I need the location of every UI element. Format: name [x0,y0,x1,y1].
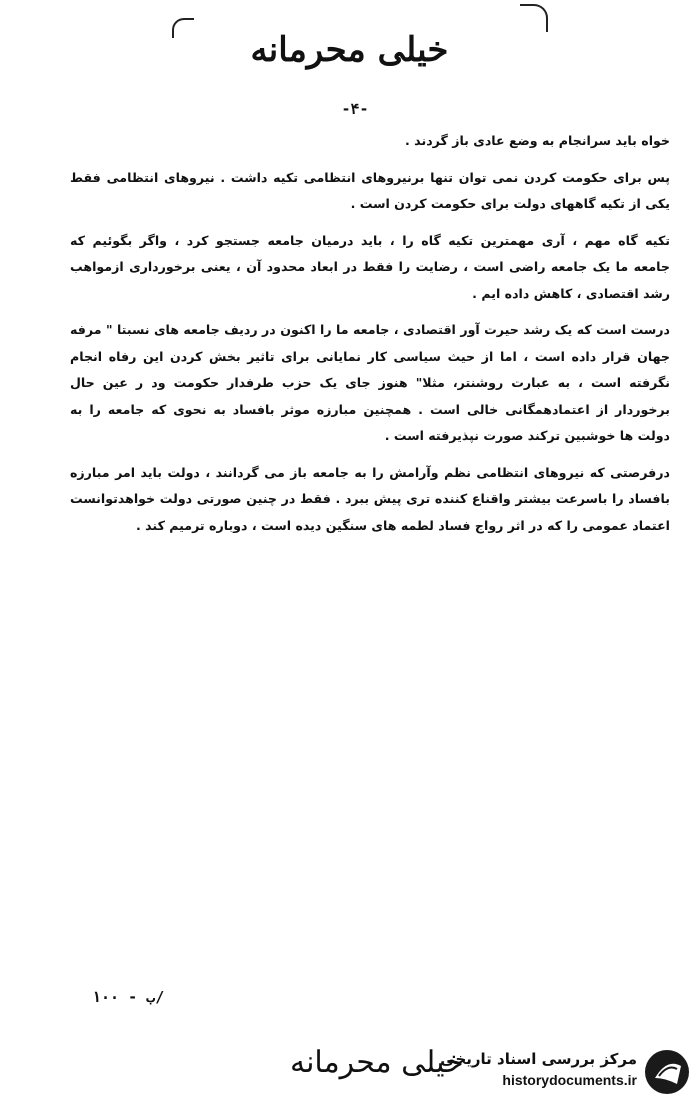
text-line: درست است که یک رشد حیرت آور اقتصادی ، جامعه ما را اکنون در ردیف جامعه های نسبتا " مرفه [70,322,670,337]
text-line: جامعه ما یک جامعه راضی است ، رضایت را فقط در ابعاد محدود آن ، یعنی برخورداری ازمواهب [70,259,670,274]
text-line: برخوردار از اعتمادهمگانی خالی است . همچنین مبارزه موثر بافساد به نحوی که جامعه را به [70,401,670,417]
paragraph [70,128,670,155]
text-line: اعتماد عمومی را که در اثر رواج فساد لطمه های سنگین دیده است ، دوباره ترمیم کند . [135,517,670,533]
paragraph [70,460,670,540]
corner-mark [520,4,548,32]
document-body [70,128,670,549]
watermark-title: مرکز بررسی اسناد تاریخی [440,1050,637,1068]
text-line: دولت ها خوشبین ترکند صورت نپذیرفته است . [384,428,670,443]
classification-stamp-top: خیلی محرمانه [250,30,449,70]
text-line: خواه باید سرانجام به وضع عادی باز گردند . [405,133,670,148]
text-line: بافساد را باسرعت بیشتر واقناع کننده تری پیش ببرد . فقط در چنین صورتی دولت خواهدتوانست [70,491,670,506]
text-line: نگرفته است ، به عبارت روشنتر، مثلا" هنوز جای یک حزب طرفدار حکومت ود ر عین حال [70,375,670,390]
archive-logo-icon [643,1048,691,1096]
paragraph [70,165,670,218]
watermark-url: historydocuments.ir [502,1072,637,1088]
page-number: -۴- [341,100,369,118]
text-line: جهان قرار داده است ، اما از حیث سیاسی کار نمایانی برای تاثیر بخش کردن این رفاه انجام [70,348,670,364]
reference-number: ب - ۱۰۰/ [92,988,165,1006]
text-line: پس برای حکومت کردن نمی توان تنها برنیروهای انتظامی تکیه داشت . نیروهای انتظامی فقط [70,169,670,185]
watermark [428,1048,693,1098]
text-line: درفرصتی که نیروهای انتظامی نظم وآرامش را به جامعه باز می گردانند ، دولت باید امر مبارزه [70,464,670,480]
text-line: تکیه گاه مهم ، آری مهمترین تکیه گاه را ، باید درمیان جامعه جستجو کرد ، واگر بگوئیم که [70,232,670,248]
classification-stamp-bottom: خیلی محرمانه [290,1045,464,1080]
text-line: یکی از تکیه گاههای دولت برای حکومت کردن است . [350,196,670,211]
text-line: رشد اقتصادی ، کاهش داده ایم . [472,285,670,301]
paragraph [70,228,670,308]
paragraph [70,317,670,450]
